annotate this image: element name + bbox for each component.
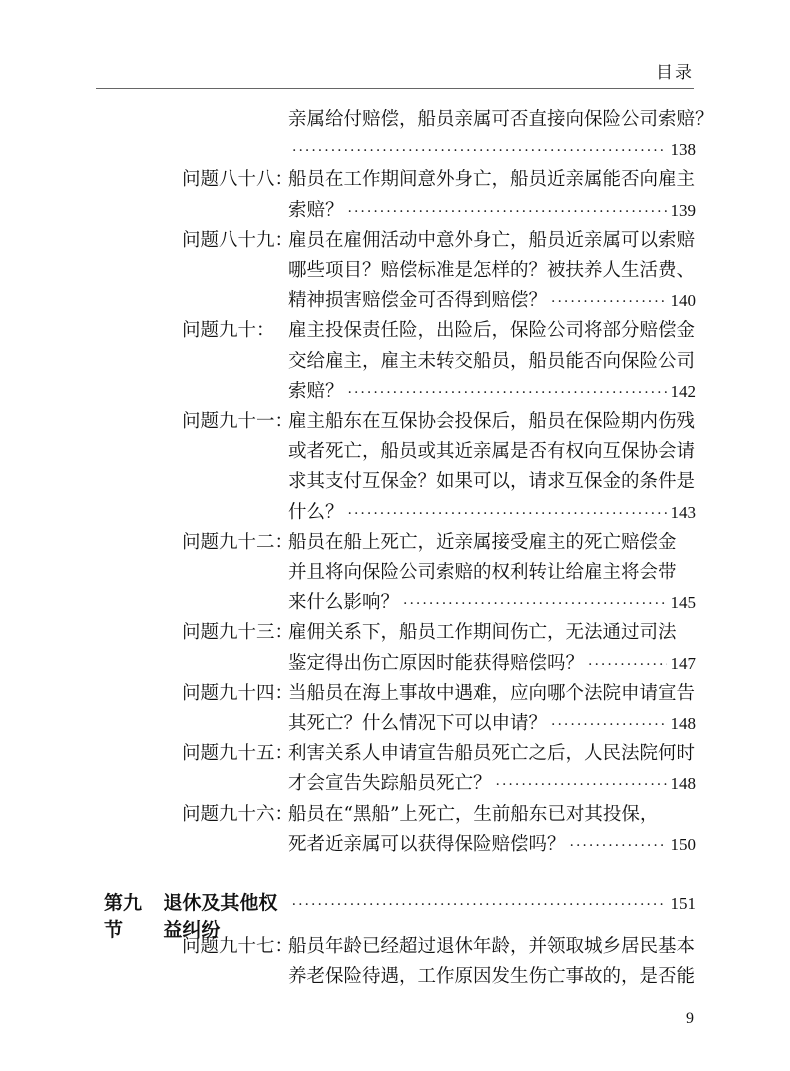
entry-text: 船员在船上死亡，近亲属接受雇主的死亡赔偿金	[288, 531, 677, 553]
toc-entry-line-with-page[interactable]	[288, 833, 696, 857]
header-title: 目录	[656, 63, 694, 83]
entry-text: 求其支付互保金？如果可以，请求互保金的条件是	[288, 471, 696, 493]
section-title: 退休及其他权益纠纷	[163, 892, 278, 941]
dot-leader	[348, 381, 667, 405]
entry-page-number: 148	[670, 714, 696, 733]
toc-entry-line	[288, 935, 696, 959]
entry-page-number: 140	[670, 291, 696, 311]
entry-text: 哪些项目？赔偿标准是怎样的？被扶养人生活费、	[288, 260, 696, 281]
toc-entry-line	[288, 531, 696, 555]
entry-text: 索赔？	[288, 380, 344, 402]
dot-leader	[570, 834, 667, 858]
entry-text: 什么？	[288, 501, 344, 523]
entry-text: 养老保险待遇，工作原因发生伤亡事故的，是否能	[288, 966, 696, 988]
entry-text: 雇员在雇佣活动中意外身亡，船员近亲属可以索赔	[288, 229, 696, 251]
toc-entry-line	[288, 229, 696, 253]
question-label: 问题九十一：	[182, 411, 294, 432]
toc-entry-line	[288, 470, 696, 494]
question-label: 问题九十二：	[182, 531, 294, 553]
entry-text: 并且将向保险公司索赔的权利转让给雇主将会带	[288, 562, 677, 583]
entry-page-number: 138	[670, 140, 696, 160]
entry-page-number: 147	[670, 653, 696, 673]
entry-text: 其死亡？什么情况下可以申请？	[288, 713, 548, 734]
entry-page-number: 150	[670, 834, 696, 854]
toc-entry-line-with-page[interactable]	[288, 289, 696, 313]
question-label: 问题九十四：	[182, 682, 294, 704]
entry-text: 死者近亲属可以获得保险赔偿吗？	[288, 833, 566, 855]
section-page-number: 151	[670, 894, 696, 913]
entry-text: 交给雇主，雇主未转交船员，船员能否向保险公司	[288, 350, 696, 372]
question-label: 问题九十七：	[182, 936, 294, 957]
section-heading[interactable]	[104, 888, 696, 942]
dot-leader	[292, 139, 667, 163]
toc-entry-line	[288, 319, 696, 343]
dot-leader	[496, 773, 667, 797]
dot-leader	[403, 592, 666, 616]
entry-text: 索赔？	[288, 199, 344, 221]
entry-text: 船员年龄已经超过退休年龄，并领取城乡居民基本	[288, 936, 696, 957]
entry-page-number: 143	[670, 502, 696, 522]
section-label: 第九节	[104, 892, 143, 941]
toc-entry-line	[288, 350, 696, 374]
dot-leader	[348, 502, 667, 526]
question-label: 问题九十三：	[182, 622, 294, 644]
dot-leader	[588, 653, 666, 677]
question-label: 问题八十九：	[182, 229, 294, 251]
dot-leader	[348, 200, 667, 224]
entry-text: 雇主船东在互保协会投保后，船员在保险期内伤残	[288, 411, 696, 432]
question-label: 问题九十：	[182, 320, 275, 342]
entry-text: 精神损害赔偿金可否得到赔偿？	[288, 290, 548, 312]
entry-page-number: 145	[670, 593, 696, 613]
question-label: 问题九十六：	[182, 803, 294, 825]
page-number: 9	[686, 1010, 694, 1027]
toc-entry-line	[288, 621, 696, 645]
entry-text: 船员在“黑船”上死亡，生前船东已对其投保，	[288, 803, 659, 825]
entry-page-number: 142	[670, 381, 696, 401]
entry-text: 来什么影响？	[288, 592, 400, 614]
entry-page-number: 148	[670, 774, 696, 794]
entry-text: 船员在工作期间意外身亡，船员近亲属能否向雇主	[288, 169, 696, 191]
question-label: 问题九十五：	[182, 743, 294, 765]
toc-entry-line	[288, 440, 696, 464]
toc-entry-line	[288, 168, 696, 192]
toc-entry-line-with-page[interactable]	[288, 591, 696, 615]
entry-page-number: 139	[670, 200, 696, 220]
dot-leader	[292, 897, 667, 913]
toc-entry-line	[288, 742, 696, 766]
entry-text: 雇佣关系下，船员工作期间伤亡，无法通过司法	[288, 622, 677, 644]
toc-entry-line	[288, 410, 696, 434]
toc-entry-line-with-page[interactable]	[288, 712, 696, 736]
toc-entry-line-with-page[interactable]	[288, 772, 696, 796]
entry-text: 或者死亡，船员或其近亲属是否有权向互保协会请	[288, 441, 696, 463]
dot-leader	[551, 290, 666, 314]
toc-entry-line-with-page[interactable]	[288, 652, 696, 676]
toc-entry-line-with-page[interactable]	[288, 199, 696, 223]
entry-text: 才会宣告失踪船员死亡？	[288, 773, 492, 795]
entry-text: 鉴定得出伤亡原因时能获得赔偿吗？	[288, 652, 585, 674]
toc-entry-line	[288, 108, 714, 132]
dot-leader	[551, 713, 666, 737]
toc-entry-line	[288, 803, 696, 827]
entry-text: 雇主投保责任险，出险后，保险公司将部分赔偿金	[288, 320, 696, 342]
toc-entry-line	[288, 259, 696, 283]
toc-entry-line-with-page[interactable]	[288, 501, 696, 525]
entry-text: 当船员在海上事故中遇难，应向哪个法院申请宣告	[288, 682, 696, 704]
toc-entry-line-with-page[interactable]	[288, 138, 696, 162]
toc-entry-line-with-page[interactable]	[288, 380, 696, 404]
entry-text: 利害关系人申请宣告船员死亡之后，人民法院何时	[288, 743, 696, 765]
entry-text: 亲属给付赔偿，船员亲属可否直接向保险公司索赔？	[288, 109, 714, 130]
toc-entry-line	[288, 682, 696, 706]
question-label: 问题八十八：	[182, 169, 294, 191]
toc-entry-line	[288, 965, 696, 989]
toc-entry-line	[288, 561, 696, 585]
